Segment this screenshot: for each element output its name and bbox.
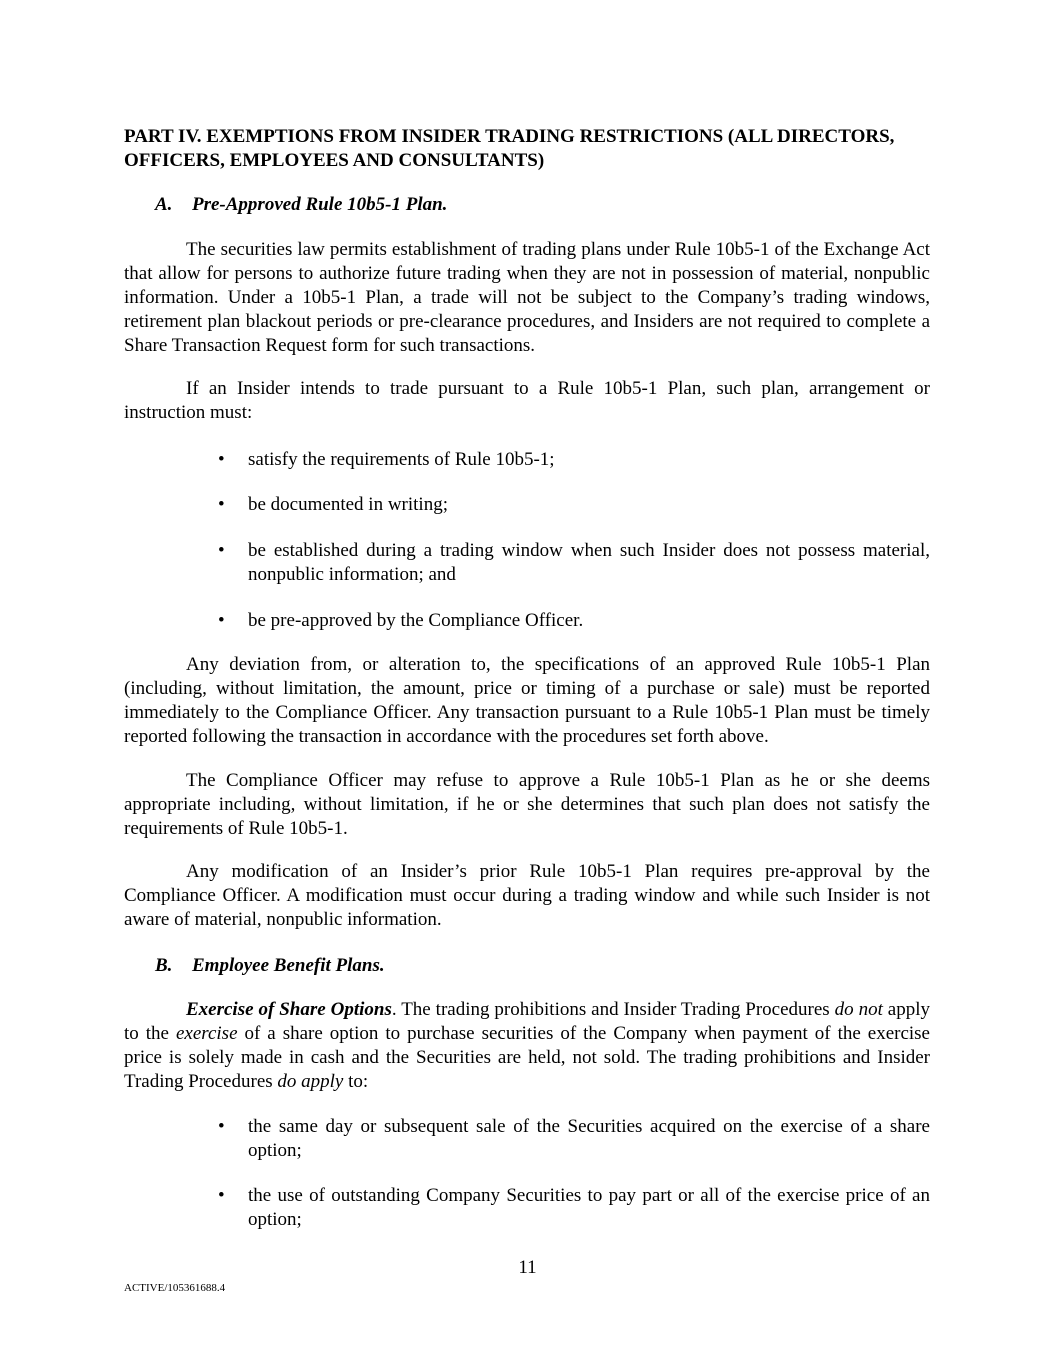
paragraph: If an Insider intends to trade pursuant to a Rule 10b5-1 Plan, such plan, arrangement or instruction must: <box>124 378 930 423</box>
list-item <box>218 493 930 517</box>
bullet-icon: • <box>218 610 225 631</box>
part-heading: PART IV. EXEMPTIONS FROM INSIDER TRADING RESTRICTIONS (ALL DIRECTORS, OFFICERS, EMPLOYEES AND CONSULTANTS) <box>124 126 895 171</box>
run: apply to the <box>124 999 931 1044</box>
section-title: Pre-Approved Rule 10b5-1 Plan. <box>192 194 448 215</box>
bullet-icon: • <box>218 1185 225 1206</box>
list-item <box>218 539 930 587</box>
list-item-text: be established during a trading window when such Insider does not possess material, nonpublic information; and <box>248 540 930 585</box>
run-italic: exercise <box>175 1023 238 1044</box>
list-item-text: satisfy the requirements of Rule 10b5-1; <box>248 449 555 470</box>
document-id-footer: ACTIVE/105361688.4 <box>124 1282 226 1294</box>
run-title: Exercise of Share Options <box>186 999 392 1020</box>
section-a-heading <box>155 193 961 217</box>
paragraph: The securities law permits establishment of trading plans under Rule 10b5-1 of the Exchange Act that allow for persons to authorize future trading when they are not in possession of material, nonpublic information. Under a 10b5-1 Plan, a trade will not be subject to the Company’s trading windows, retirement plan blackout periods or pre-clearance procedures, and Insiders are not required to complete a Share Transaction Request form for such transactions. <box>124 239 930 356</box>
section-letter: A. <box>155 194 173 215</box>
section-b-heading <box>155 954 961 978</box>
list-item-text: be documented in writing; <box>248 494 448 515</box>
list-item <box>218 1115 930 1163</box>
list-item <box>218 609 930 633</box>
run: of a share option to purchase securities of the Company when payment of the exercise price is solely made in cash and the Securities are held, not sold. The trading prohibitions and Insider Trading Procedures <box>124 1023 930 1092</box>
paragraph: Any modification of an Insider’s prior Rule 10b5-1 Plan requires pre-approval by the Compliance Officer. A modification must occur during a trading window and while such Insider is not aware of material, nonpublic information. <box>124 861 930 930</box>
list-item-text: the use of outstanding Company Securities to pay part or all of the exercise price of an option; <box>248 1185 930 1230</box>
list-item-text: the same day or subsequent sale of the Securities acquired on the exercise of a share option; <box>248 1116 930 1161</box>
paragraph <box>124 998 930 1094</box>
list-item-text: be pre-approved by the Compliance Officer. <box>248 610 584 631</box>
bullet-icon: • <box>218 449 225 470</box>
run: to: <box>343 1071 369 1092</box>
run: . The trading prohibitions and Insider Trading Procedures <box>391 999 835 1020</box>
bullet-icon: • <box>218 1116 225 1137</box>
page-number: 11 <box>518 1257 537 1278</box>
bullet-icon: • <box>218 494 225 515</box>
list-item <box>218 448 930 472</box>
list-item <box>218 1184 930 1232</box>
paragraph: The Compliance Officer may refuse to approve a Rule 10b5-1 Plan as he or she deems appropriate including, without limitation, if he or she determines that such plan does not satisfy the requirements of Rule 10b5-1. <box>124 770 930 839</box>
bullet-icon: • <box>218 540 225 561</box>
section-letter: B. <box>155 955 173 976</box>
section-title: Employee Benefit Plans. <box>192 955 385 976</box>
run-italic: do not <box>834 999 883 1020</box>
paragraph: Any deviation from, or alteration to, the specifications of an approved Rule 10b5-1 Plan (including, without limitation, the amount, price or timing of a purchase or sale) must be reported immediately to the Compliance Officer. Any transaction pursuant to a Rule 10b5-1 Plan must be timely reported following the transaction in accordance with the procedures set forth above. <box>124 654 930 747</box>
run-italic: do apply <box>277 1071 344 1092</box>
